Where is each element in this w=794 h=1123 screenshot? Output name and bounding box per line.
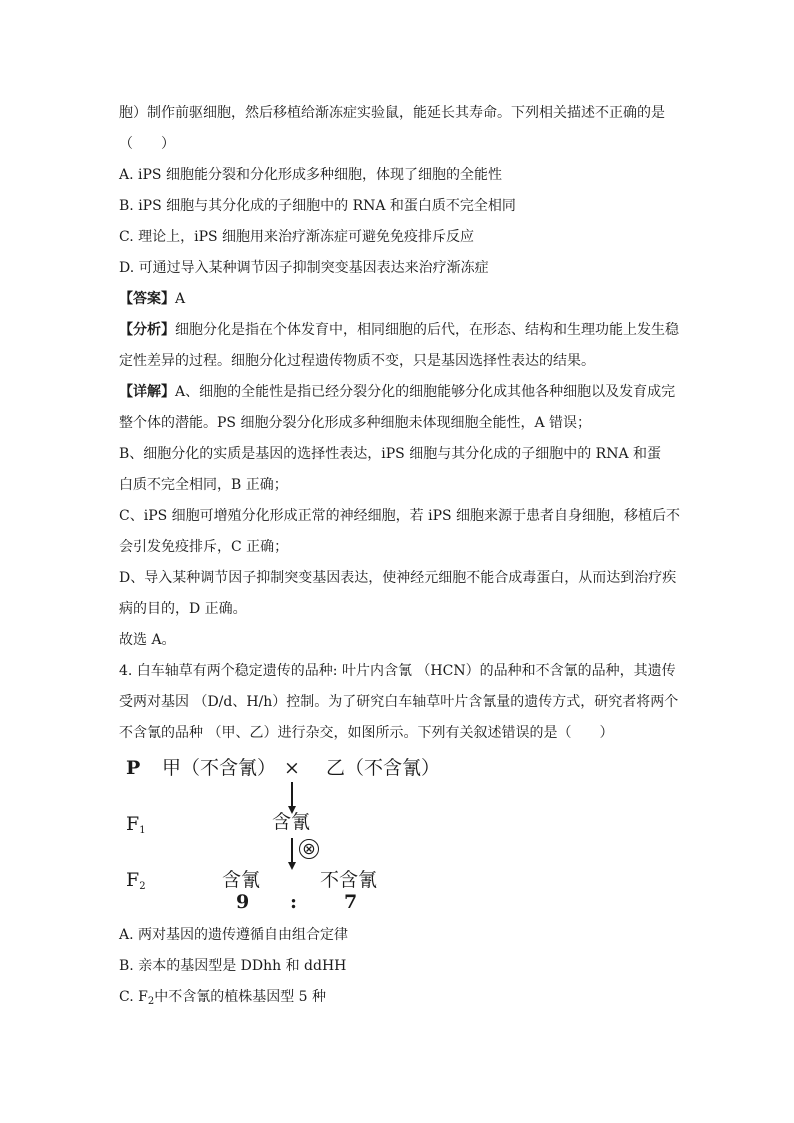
parent-yi: 乙（不含氰）	[326, 757, 441, 779]
answer-label: 【答案】	[119, 291, 175, 307]
q4-option-c: C. $F_2$中不含氰的植株基因型 5 种	[119, 989, 327, 1007]
q3-analysis-line2: 定性差异的过程。细胞分化过程遗传物质不变，只是基因选择性表达的结果。	[119, 353, 595, 369]
q3-detail-b-line1: B、细胞分化的实质是基因的选择性表达，iPS 细胞与其分化成的子细胞中的 RNA 和蛋	[119, 446, 662, 462]
f2-ratio-cyanogenic: 9	[236, 891, 250, 913]
q3-detail-c-line1: C、iPS 细胞可增殖分化形成正常的神经细胞，若 iPS 细胞来源于患者自身细胞，移植后不	[119, 508, 681, 524]
q3-option-a: A. iPS 细胞能分裂和分化形成多种细胞，体现了细胞的全能性	[119, 167, 502, 183]
q3-detail-c-line2: 会引发免疫排斥，C 正确；	[119, 539, 289, 555]
cross-symbol: ×	[284, 757, 300, 779]
answer-value: A	[175, 291, 186, 307]
q3-detail-a-line1	[119, 382, 679, 402]
analysis-label: 【分析】	[119, 322, 175, 338]
q3-detail-a-line2: 整个体的潜能。PS 细胞分裂分化形成多种细胞未体现细胞全能性，A 错误；	[119, 415, 592, 431]
detail-label: 【详解】	[119, 384, 175, 400]
f1-generation-label: $F_1$	[126, 813, 146, 836]
q3-conclusion: 故选 A。	[119, 632, 176, 648]
q3-detail-d-line1: D、导入某种调节因子抑制突变基因表达，使神经元细胞不能合成毒蛋白，从而达到治疗疾	[119, 570, 677, 586]
q3-stem-blank: （ ）	[119, 136, 175, 152]
q4-stem-line3: 不含氰的品种 （甲、乙）进行杂交，如图所示。下列有关叙述错误的是（ ）	[119, 725, 614, 741]
f2-phenotype-cyanogenic: 含氰	[222, 869, 261, 891]
q3-answer	[119, 289, 679, 309]
q3-detail-b-line2: 白质不完全相同，B 正确；	[119, 477, 288, 493]
parent-jia: 甲（不含氰）	[162, 757, 277, 779]
arrow-f1-to-f2-head	[288, 862, 296, 870]
q3-option-c: C. 理论上，iPS 细胞用来治疗渐冻症可避免免疫排斥反应	[119, 229, 475, 245]
q3-detail-d-line2: 病的目的，D 正确。	[119, 601, 247, 617]
selfing-symbol: ⊗	[299, 839, 319, 859]
arrow-f1-to-f2-shaft	[291, 838, 293, 864]
genetic-cross-diagram	[110, 752, 440, 917]
q4-stem-line2: 受两对基因 （D/d、H/h）控制。为了研究白车轴草叶片含氰量的遗传方式，研究者将两个	[119, 694, 679, 710]
q3-option-b: B. iPS 细胞与其分化成的子细胞中的 RNA 和蛋白质不完全相同	[119, 198, 516, 214]
q3-stem-line: 胞）制作前驱细胞，然后移植给渐冻症实验鼠，能延长其寿命。下列相关描述不正确的是	[119, 105, 665, 121]
arrow-p-to-f1-shaft	[291, 782, 293, 808]
f2-phenotype-acyanogenic: 不含氰	[320, 869, 378, 891]
p-generation-label: P	[126, 757, 141, 779]
q3-option-d: D. 可通过导入某种调节因子抑制突变基因表达来治疗渐冻症	[119, 260, 489, 276]
ratio-colon: :	[290, 891, 298, 913]
f2-generation-label: $F_2$	[126, 869, 146, 892]
f2-ratio-acyanogenic: 7	[344, 891, 358, 913]
q4-stem-line1: 4. 白车轴草有两个稳定遗传的品种: 叶片内含氰 （HCN）的品种和不含氰的品种，其遗传	[119, 663, 676, 679]
f1-phenotype: 含氰	[272, 811, 311, 833]
detail-a-text: A、细胞的全能性是指已经分裂分化的细胞能够分化成其他各种细胞以及发育成完	[175, 384, 676, 400]
q3-analysis-line1	[119, 320, 679, 340]
q4-option-a: A. 两对基因的遗传遵循自由组合定律	[119, 927, 349, 943]
q4-option-b: B. 亲本的基因型是 DDhh 和 ddHH	[119, 958, 347, 974]
analysis-text: 细胞分化是指在个体发育中，相同细胞的后代，在形态、结构和生理功能上发生稳	[175, 322, 679, 338]
